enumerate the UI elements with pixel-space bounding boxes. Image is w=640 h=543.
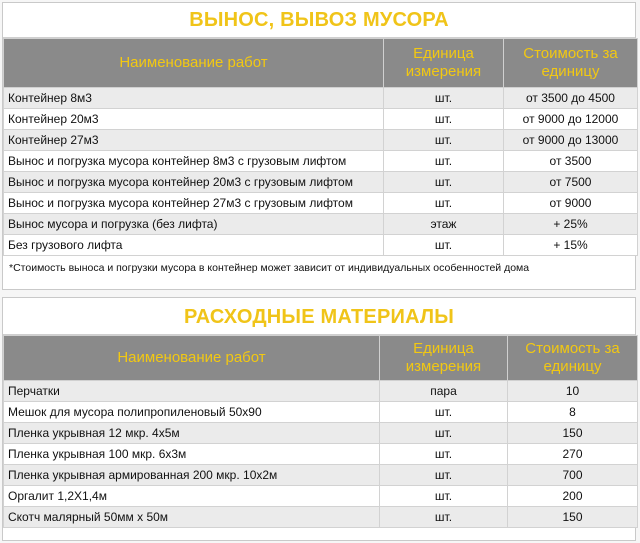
section-title: РАСХОДНЫЕ МАТЕРИАЛЫ — [3, 298, 635, 335]
table-row — [4, 423, 638, 444]
row-name-cell: Мешок для мусора полипропиленовый 50х90 — [4, 402, 380, 423]
table-row — [4, 465, 638, 486]
row-name-cell: Контейнер 20м3 — [4, 109, 384, 130]
column-header-price: Стоимость за единицу — [504, 39, 638, 88]
row-price-cell: 8 — [508, 402, 638, 423]
column-header-name: Наименование работ — [4, 39, 384, 88]
column-header-name: Наименование работ — [4, 336, 380, 381]
row-name-cell: Пленка укрывная армированная 200 мкр. 10х2м — [4, 465, 380, 486]
row-price-cell: от 9000 до 13000 — [504, 130, 638, 151]
row-price-cell: 150 — [508, 423, 638, 444]
row-unit-cell: шт. — [384, 193, 504, 214]
row-unit-cell: шт. — [384, 172, 504, 193]
row-price-cell: 200 — [508, 486, 638, 507]
column-header-unit: Единица измерения — [380, 336, 508, 381]
table-row — [4, 130, 638, 151]
table-header-row — [4, 39, 638, 88]
table-row — [4, 151, 638, 172]
row-name-cell: Вынос и погрузка мусора контейнер 27м3 с грузовым лифтом — [4, 193, 384, 214]
row-unit-cell: шт. — [384, 109, 504, 130]
table-row — [4, 214, 638, 235]
column-header-unit: Единица измерения — [384, 39, 504, 88]
row-price-cell: от 9000 — [504, 193, 638, 214]
table-row — [4, 444, 638, 465]
column-header-price: Стоимость за единицу — [508, 336, 638, 381]
footnote: *Стоимость выноса и погрузки мусора в контейнер может зависит от индивидуальных особенностей дома — [3, 256, 635, 274]
row-unit-cell: шт. — [380, 444, 508, 465]
row-price-cell: + 15% — [504, 235, 638, 256]
row-unit-cell: шт. — [384, 235, 504, 256]
table-body — [4, 88, 638, 256]
consumables-table — [3, 335, 638, 528]
row-price-cell: 150 — [508, 507, 638, 528]
row-price-cell: от 3500 до 4500 — [504, 88, 638, 109]
section-title: ВЫНОС, ВЫВОЗ МУСОРА — [3, 3, 635, 38]
row-price-cell: от 9000 до 12000 — [504, 109, 638, 130]
row-unit-cell: пара — [380, 381, 508, 402]
row-name-cell: Вынос и погрузка мусора контейнер 20м3 с грузовым лифтом — [4, 172, 384, 193]
row-name-cell: Пленка укрывная 12 мкр. 4х5м — [4, 423, 380, 444]
row-name-cell: Оргалит 1,2Х1,4м — [4, 486, 380, 507]
table-row — [4, 507, 638, 528]
table-row — [4, 235, 638, 256]
table-row — [4, 193, 638, 214]
row-unit-cell: шт. — [380, 465, 508, 486]
row-unit-cell: шт. — [380, 507, 508, 528]
row-price-cell: 10 — [508, 381, 638, 402]
consumables-section — [2, 297, 636, 541]
row-name-cell: Перчатки — [4, 381, 380, 402]
row-unit-cell: шт. — [380, 402, 508, 423]
table-row — [4, 172, 638, 193]
table-row — [4, 402, 638, 423]
row-unit-cell: шт. — [380, 423, 508, 444]
row-price-cell: + 25% — [504, 214, 638, 235]
row-price-cell: от 7500 — [504, 172, 638, 193]
table-body — [4, 381, 638, 528]
row-price-cell: от 3500 — [504, 151, 638, 172]
row-name-cell: Пленка укрывная 100 мкр. 6х3м — [4, 444, 380, 465]
row-unit-cell: этаж — [384, 214, 504, 235]
row-name-cell: Скотч малярный 50мм х 50м — [4, 507, 380, 528]
row-name-cell: Вынос и погрузка мусора контейнер 8м3 с грузовым лифтом — [4, 151, 384, 172]
row-unit-cell: шт. — [380, 486, 508, 507]
row-unit-cell: шт. — [384, 151, 504, 172]
row-name-cell: Вынос мусора и погрузка (без лифта) — [4, 214, 384, 235]
row-name-cell: Без грузового лифта — [4, 235, 384, 256]
waste-removal-section — [2, 2, 636, 290]
table-row — [4, 381, 638, 402]
table-header-row — [4, 336, 638, 381]
row-name-cell: Контейнер 8м3 — [4, 88, 384, 109]
waste-removal-table — [3, 38, 638, 256]
row-name-cell: Контейнер 27м3 — [4, 130, 384, 151]
row-price-cell: 700 — [508, 465, 638, 486]
table-row — [4, 109, 638, 130]
row-price-cell: 270 — [508, 444, 638, 465]
row-unit-cell: шт. — [384, 130, 504, 151]
table-row — [4, 88, 638, 109]
table-row — [4, 486, 638, 507]
row-unit-cell: шт. — [384, 88, 504, 109]
